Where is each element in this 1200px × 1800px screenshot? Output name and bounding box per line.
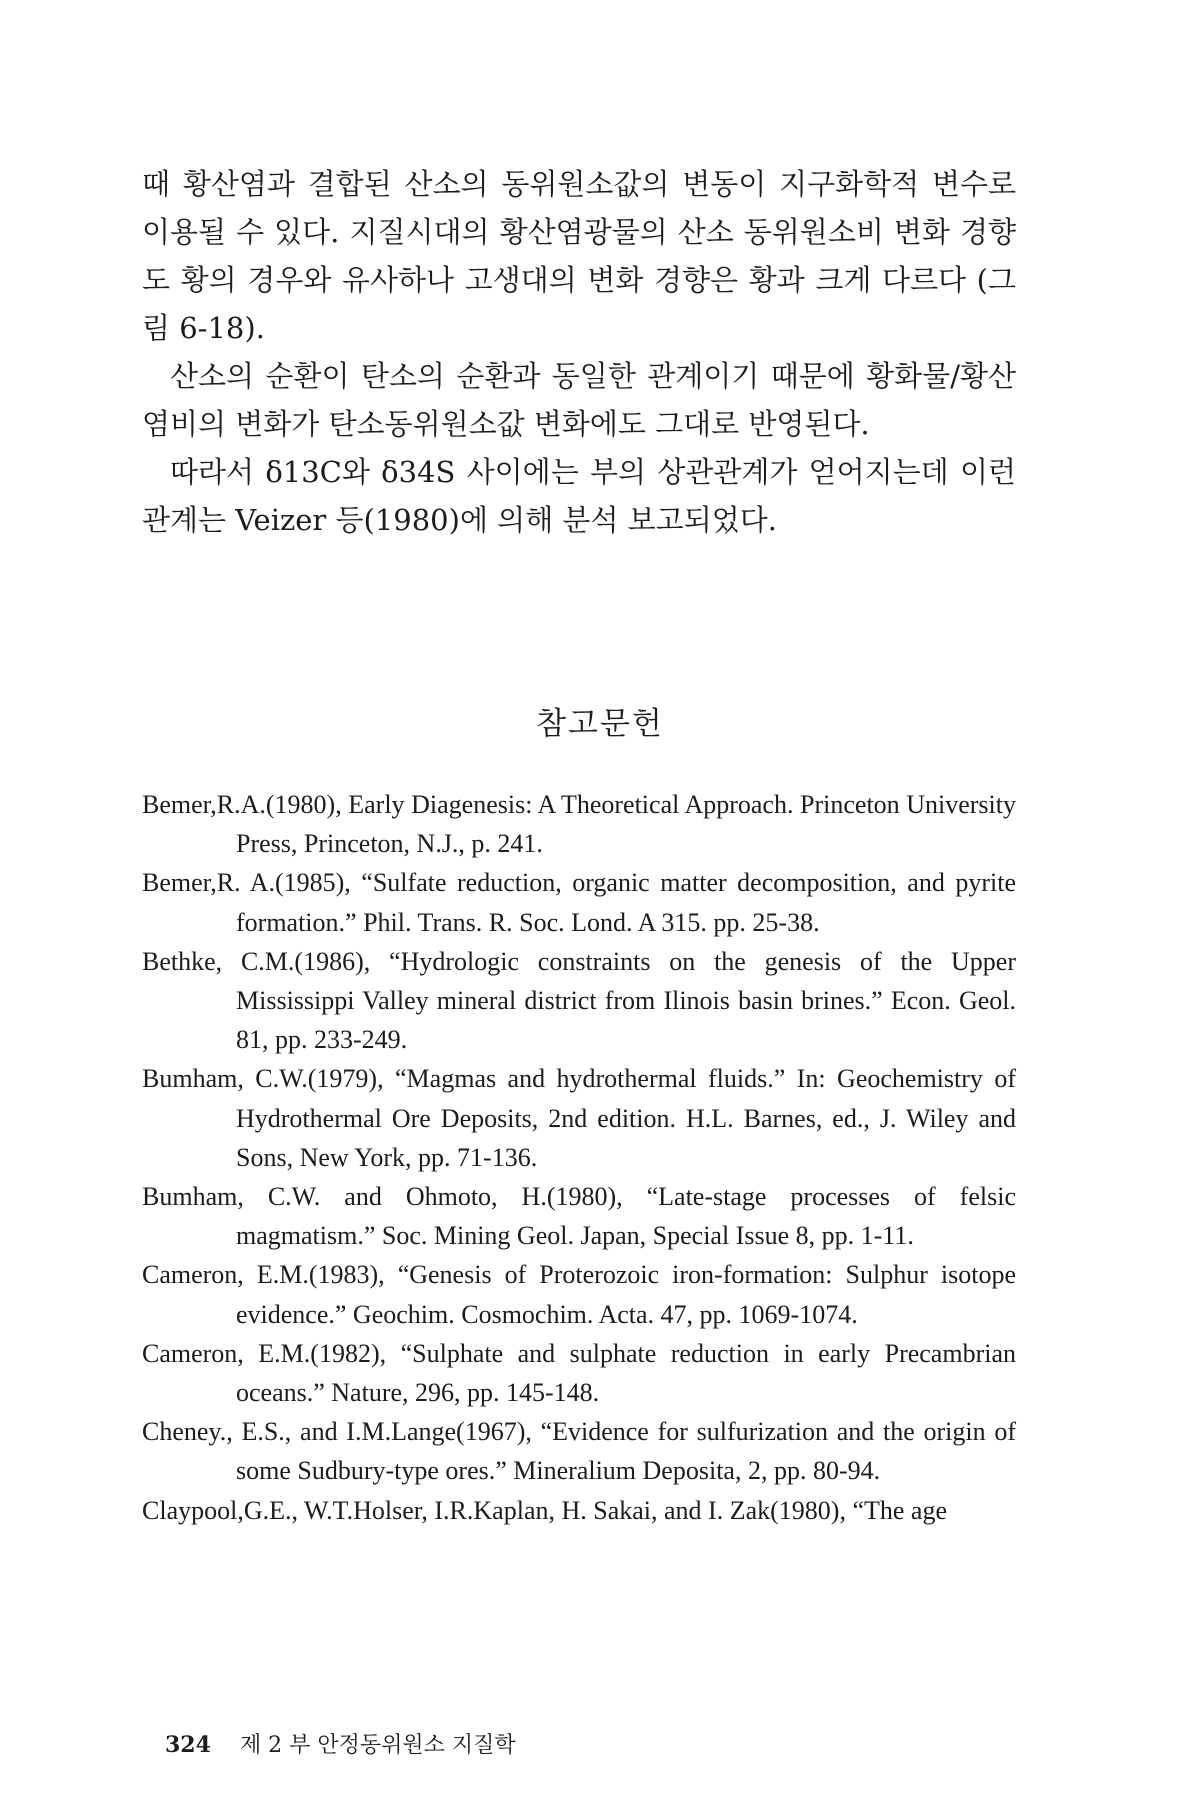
reference-item: Claypool,G.E., W.T.Holser, I.R.Kaplan, H. Sakai, and I. Zak(1980), “The age [142,1495,947,1525]
page-footer [165,1728,516,1759]
page-number: 324 [165,1732,211,1758]
section-title: 참고문헌 [536,706,664,742]
reference-item: Cameron, E.M.(1982), “Sulphate and sulphate reduction in early Precambrian oceans.” Nature, 296, pp. 145-148. [142,1338,1016,1408]
running-footer-part: 제 2 부 안정동위원소 지질학 [239,1733,516,1758]
reference-item: Cameron, E.M.(1983), “Genesis of Proterozoic iron-formation: Sulphur isotope evidence.” Geochim. Cosmochim. Acta. 47, pp. 1069-1074. [142,1260,1016,1329]
reference-item: Cheney., E.S., and I.M.Lange(1967), “Evidence for sulfurization and the origin of some Sudbury-type ores.” Mineralium Deposita, 2, pp. 80-94. [142,1417,1016,1486]
body-paragraph-1: 때 황산염과 결합된 산소의 동위원소값의 변동이 지구화학적 변수로 이용될 수 있다. 지질시대의 황산염광물의 산소 동위원소비 변화 경향도 황의 경우와 유사하나 고생대의 변화 경향은 황과 크게 다르다 (그림 6-18). [142,167,1016,345]
reference-item: Bumham, C.W.(1979), “Magmas and hydrothermal fluids.” In: Geochemistry of Hydrothermal Ore Deposits, 2nd edition. H.L. Barnes, ed., J. Wiley and Sons, New York, pp. 71-136. [142,1064,1016,1172]
reference-item: Bumham, C.W. and Ohmoto, H.(1980), “Late-stage processes of felsic magmatism.” Soc. Mining Geol. Japan, Special Issue 8, pp. 1-11. [142,1182,1016,1251]
reference-item: Bethke, C.M.(1986), “Hydrologic constraints on the genesis of the Upper Mississippi Valley mineral district from Ilinois basin brines.” Econ. Geol. 81, pp. 233-249. [142,946,1016,1055]
reference-list [142,785,1016,1530]
reference-item: Bemer,R.A.(1980), Early Diagenesis: A Theoretical Approach. Princeton University Press, Princeton, N.J., p. 241. [142,790,1016,859]
body-paragraph-2: 산소의 순환이 탄소의 순환과 동일한 관계이기 때문에 황화물/황산염비의 변화가 탄소동위원소값 변화에도 그대로 반영된다. [142,359,1016,441]
reference-item: Bemer,R. A.(1985), “Sulfate reduction, organic matter decomposition, and pyrite formation.” Phil. Trans. R. Soc. Lond. A 315. pp. 25-38. [142,868,1016,937]
body-paragraph-3: 따라서 δ13C와 δ34S 사이에는 부의 상관관계가 얻어지는데 이런 관계는 Veizer 등(1980)에 의해 분석 보고되었다. [142,455,1016,537]
body-text [142,160,1016,544]
